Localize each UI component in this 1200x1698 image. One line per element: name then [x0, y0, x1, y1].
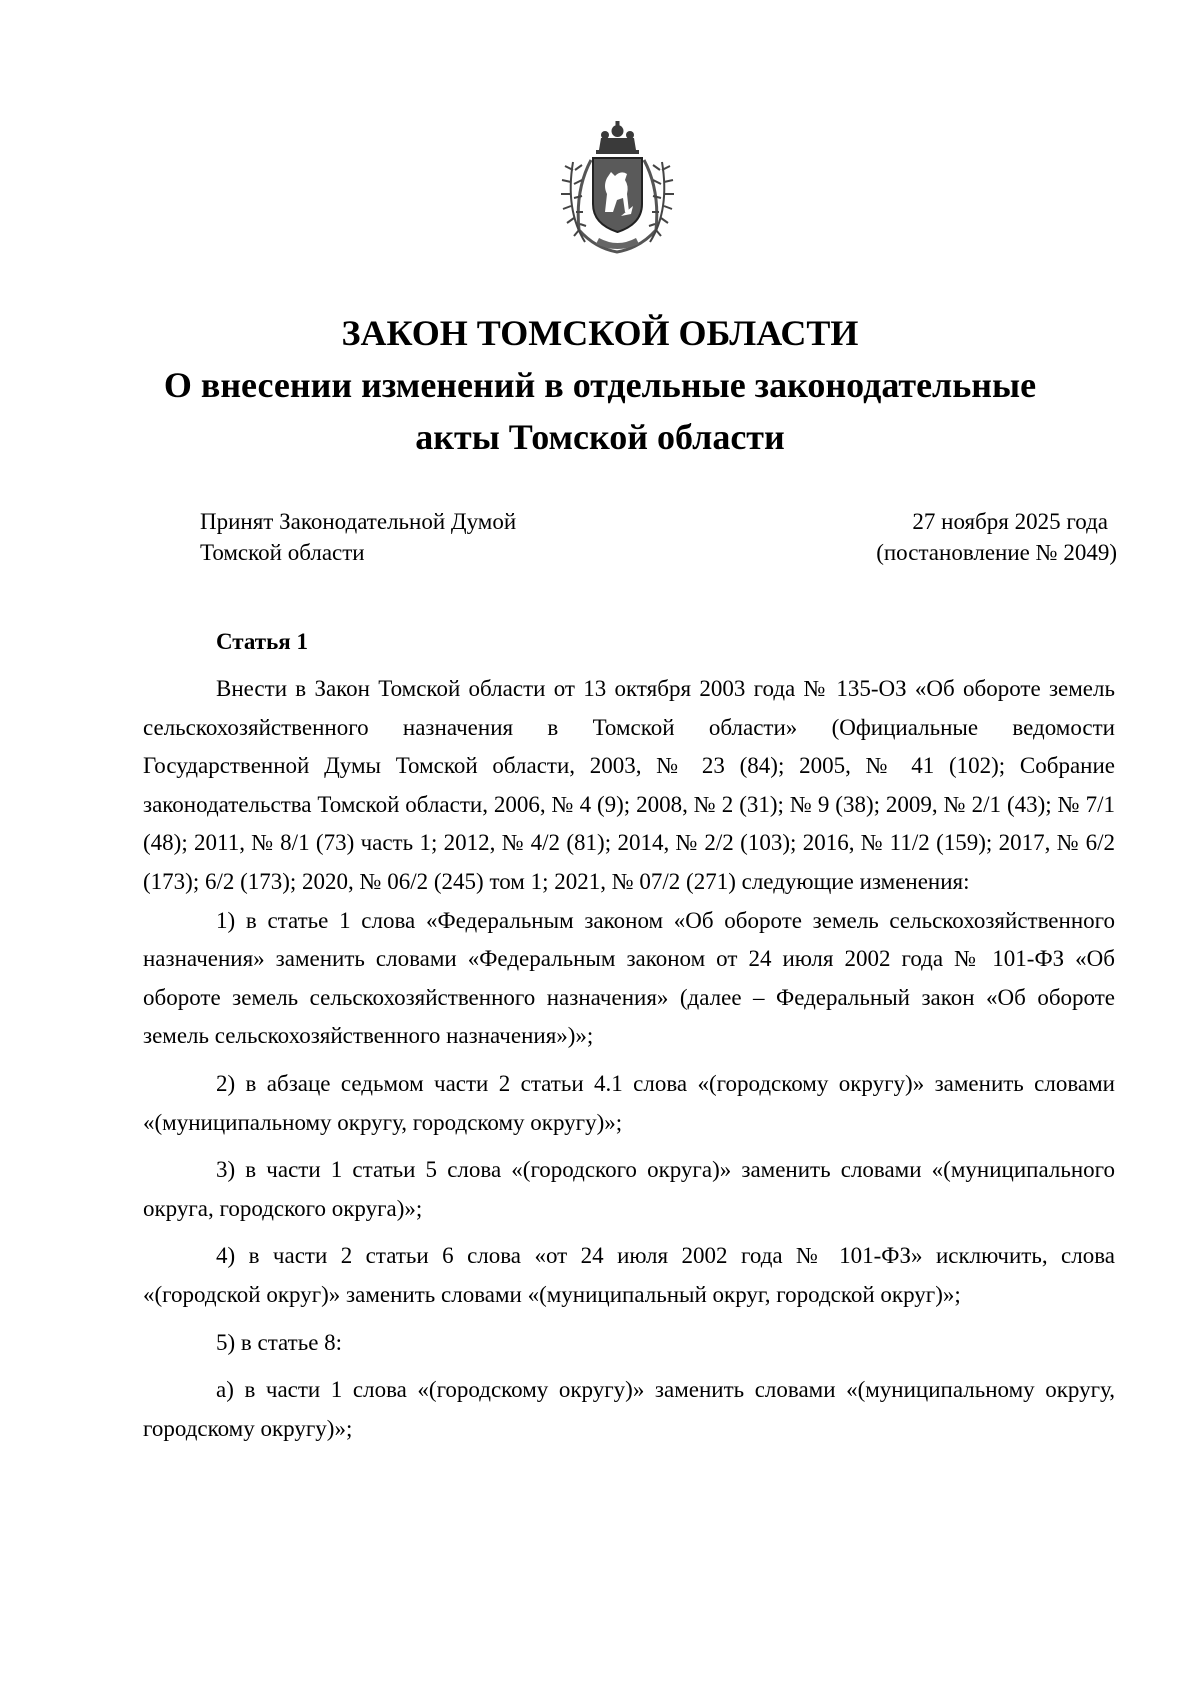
law-subtitle-line2: акты Томской области — [415, 417, 785, 457]
article-paragraph: 1) в статье 1 слова «Федеральным законом «Об обороте земель сельскохозяйственного назначения» заменить словами «Федеральным законом от 24 июля 2002 года № 101-ФЗ «Об обороте земель сельскохозяйственного назначения» (далее – Федеральный закон «Об обороте земель сельскохозяйственного назначения»)»; — [143, 907, 1115, 1049]
article-paragraph: Внести в Закон Томской области от 13 октября 2003 года № 135-ОЗ «Об обороте земель сельскохозяйственного назначения в Томской области» (Официальные ведомости Государственной Думы Томской области, 2003, № 23 (84); 2005, № 41 (102); Собрание законодательства Томской области, 2006, № 4 (9); 2008, № 2 (31); № 9 (38); 2009, № 2/1 (43); № 7/1 (48); 2011, № 8/1 (73) часть 1; 2012, № 4/2 (81); 2014, № 2/2 (103); 2016, № 11/2 (159); 2017, № 6/2 (173); 6/2 (173); 2020, № 06/2 (245) том 1; 2021, № 07/2 (271) следующие изменения: — [143, 676, 1115, 894]
article-paragraph: а) в части 1 слова «(городскому округу)» заменить словами «(муниципальному округу, городскому округу)»; — [143, 1377, 1115, 1441]
coat-of-arms-icon — [555, 120, 680, 255]
adoption-date-block — [876, 506, 1117, 568]
article-paragraph: 3) в части 1 статьи 5 слова «(городского округа)» заменить словами «(муниципального округа, городского округа)»; — [143, 1157, 1115, 1221]
adopted-by-line: Томской области — [200, 540, 365, 565]
article-paragraph: 4) в части 2 статьи 6 слова «от 24 июля 2002 года № 101-ФЗ» исключить, слова «(городской округ)» заменить словами «(муниципальный округ, городской округ)»; — [143, 1243, 1115, 1307]
adopted-by-line: Принят Законодательной Думой — [200, 509, 517, 534]
law-title: ЗАКОН ТОМСКОЙ ОБЛАСТИ — [341, 313, 859, 353]
adoption-date: 27 ноября 2025 года — [912, 509, 1108, 534]
law-subtitle-line1: О внесении изменений в отдельные законодательные — [163, 365, 1037, 405]
article-paragraph: 2) в абзаце седьмом части 2 статьи 4.1 слова «(городскому округу)» заменить словами «(муниципальному округу, городскому округу)»; — [143, 1070, 1115, 1135]
article-paragraph: 5) в статье 8: — [216, 1329, 343, 1355]
article-heading: Статья 1 — [216, 629, 308, 654]
adopted-by-block — [200, 506, 516, 568]
resolution-number: (постановление № 2049) — [876, 540, 1117, 565]
article-body — [143, 670, 1115, 1448]
